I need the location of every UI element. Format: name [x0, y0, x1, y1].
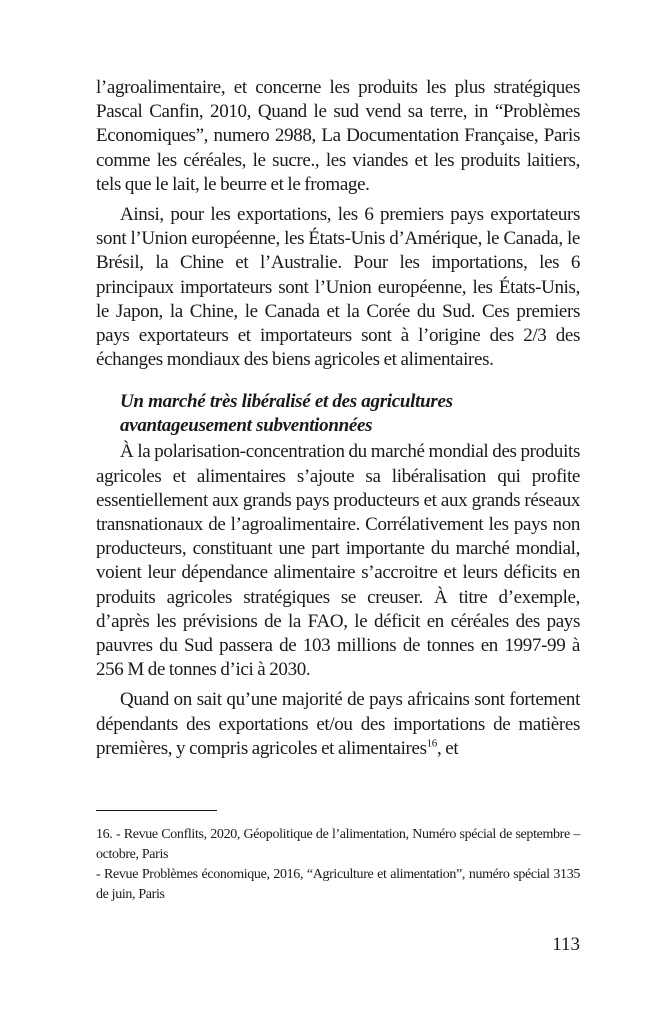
page-body [96, 76, 580, 761]
section-subheading: Un marché très libéralisé et des agricultures avantageusement subventionnées [120, 391, 453, 437]
footnote: 16. - Revue Conflits, 2020, Géopolitique de l’alimentation, Numéro spécial de septembre –octobre, Paris [96, 827, 580, 862]
body-paragraph [96, 688, 580, 761]
page-number: 113 [552, 934, 580, 955]
footnote-separator [96, 810, 217, 811]
footnote: - Revue Problèmes économique, 2016, “Agriculture et alimentation”, numéro spécial 3135 de juin, Paris [96, 867, 580, 902]
footnote-reference: 16 [426, 737, 437, 750]
footnotes [96, 825, 580, 905]
body-paragraph: l’agroalimentaire, et concerne les produits les plus stratégiques Pascal Canfin, 2010, Quand le sud vend sa terre, in “Problèmes Economiques”, numero 2988, La Documentation Française, Paris comme les céréales, le sucre., les viandes et les produits laitiers, tels que le lait, le beurre et le fromage. [96, 77, 580, 195]
body-paragraph: Ainsi, pour les exportations, les 6 premiers pays exportateurs sont l’Union européenne, les États-Unis d’Amérique, le Canada, le Brésil, la Chine et l’Australie. Pour les importations, les 6 principaux importateurs sont l’Union européenne, les États-Unis, le Japon, la Chine, le Canada et la Corée du Sud. Ces premiers pays exportateurs et importateurs sont à l’origine des 2/3 des échanges mondiaux des biens agricoles et alimentaires. [96, 204, 580, 371]
paragraph-text: Quand on sait qu’une majorité de pays africains sont fortement dépendants des exportations et/ou des importations de matières premières, y compris agricoles et alimentaires [96, 689, 580, 759]
paragraph-text-tail: , et [436, 737, 459, 759]
body-paragraph: À la polarisation-concentration du marché mondial des produits agricoles et alimentaires s’ajoute sa libéralisation qui profite essentiellement aux grands pays producteurs et aux grands réseaux transnationaux de l’agroalimentaire. Corrélativement les pays non producteurs, constituant une part importante du marché mondial, voient leur dépendance alimentaire s’accroitre et leurs déficits en produits agricoles stratégiques se creuser. À titre d’exemple, d’après les prévisions de la FAO, le déficit en céréales des pays pauvres du Sud passera de 103 millions de tonnes en 1997-99 à 256 M de tonnes d’ici à 2030. [96, 441, 580, 681]
